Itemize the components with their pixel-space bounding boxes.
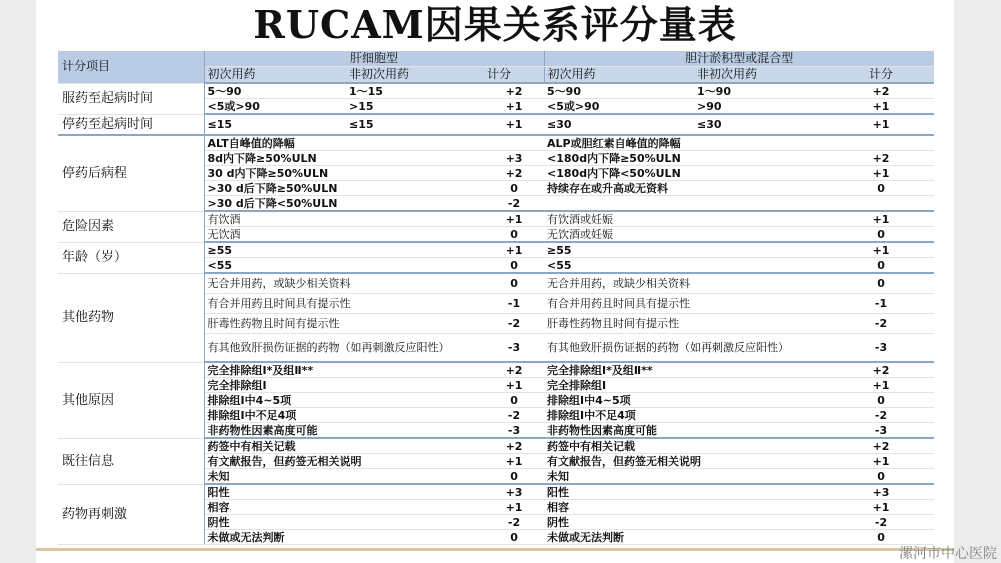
score-cell: 0 — [828, 273, 934, 294]
cell: 相容 — [204, 500, 484, 515]
table-row — [58, 242, 934, 258]
cell: 无饮酒 — [204, 227, 484, 243]
cell: >15 — [346, 99, 484, 115]
cell: 未知 — [544, 469, 828, 485]
cell — [544, 196, 934, 212]
score-cell: -2 — [828, 408, 934, 423]
rucam-table — [58, 51, 934, 545]
score-cell: +1 — [484, 211, 544, 227]
table-row — [58, 114, 934, 135]
cell: 无合并用药，或缺少相关资料 — [544, 273, 828, 294]
header-item: 计分项目 — [58, 51, 204, 83]
score-cell: +1 — [828, 500, 934, 515]
category-label: 停药至起病时间 — [58, 114, 204, 135]
score-cell: 0 — [484, 530, 544, 545]
score-cell: -3 — [484, 423, 544, 439]
score-cell: +1 — [484, 454, 544, 469]
score-cell: +1 — [828, 211, 934, 227]
score-cell: +2 — [484, 83, 544, 99]
score-cell: -3 — [828, 334, 934, 363]
cell: 有饮酒或妊娠 — [544, 211, 828, 227]
cell: 排除组I中4~5项 — [544, 393, 828, 408]
cell: 1～15 — [346, 83, 484, 99]
category-label: 其他原因 — [58, 362, 204, 438]
score-cell: +1 — [484, 500, 544, 515]
score-cell: 0 — [828, 393, 934, 408]
score-cell: +1 — [484, 99, 544, 115]
cell: 5～90 — [544, 83, 694, 99]
score-cell: -1 — [828, 294, 934, 314]
score-cell: 0 — [828, 258, 934, 274]
cell: 完全排除组I*及组Ⅱ** — [544, 362, 828, 378]
cell: >30 d后下降≥50%ULN — [204, 181, 484, 196]
cell: 阳性 — [544, 484, 828, 500]
cell: 有其他致肝损伤证据的药物（如再刺激反应阳性） — [204, 334, 484, 363]
category-label: 其他药物 — [58, 273, 204, 362]
category-label: 既往信息 — [58, 438, 204, 484]
score-cell: 0 — [828, 227, 934, 243]
cell: >90 — [694, 99, 828, 115]
score-cell: 0 — [484, 393, 544, 408]
cell: 排除组I中不足4项 — [204, 408, 484, 423]
score-cell: +2 — [484, 362, 544, 378]
table-row — [58, 362, 934, 378]
score-cell: +2 — [828, 438, 934, 454]
cell: <5或>90 — [204, 99, 346, 115]
cell: ≤30 — [694, 114, 828, 135]
slide-title: RUCAM因果关系评分量表 — [253, 2, 737, 47]
table-row — [58, 135, 934, 151]
score-cell: 0 — [828, 181, 934, 196]
score-cell: +1 — [828, 242, 934, 258]
category-label: 停药后病程 — [58, 135, 204, 211]
cell: <5或>90 — [544, 99, 694, 115]
score-cell: 0 — [828, 469, 934, 485]
cell: 无合并用药，或缺少相关资料 — [204, 273, 484, 294]
footer-divider — [36, 548, 954, 551]
category-label: 危险因素 — [58, 211, 204, 242]
score-cell: 0 — [484, 469, 544, 485]
cell: 阴性 — [204, 515, 484, 530]
cell: ALT自峰值的降幅 — [204, 135, 544, 151]
score-cell: -2 — [484, 515, 544, 530]
cell: 排除组I中不足4项 — [544, 408, 828, 423]
score-cell: +2 — [484, 438, 544, 454]
header-hepatocellular: 肝细胞型 — [204, 51, 544, 67]
cell: 非药物性因素高度可能 — [544, 423, 828, 439]
score-cell: +3 — [484, 484, 544, 500]
cell: ≥55 — [544, 242, 828, 258]
cell: 8d内下降≥50%ULN — [204, 151, 484, 166]
score-cell: +1 — [828, 114, 934, 135]
cell: 30 d内下降≥50%ULN — [204, 166, 484, 181]
cell: ≥55 — [204, 242, 484, 258]
cell: 有合并用药且时间具有提示性 — [204, 294, 484, 314]
cell: 相容 — [544, 500, 828, 515]
cell: 5～90 — [204, 83, 346, 99]
score-cell: +1 — [828, 166, 934, 181]
cell: 排除组I中4~5项 — [204, 393, 484, 408]
table-row — [58, 484, 934, 500]
header-row — [58, 51, 934, 67]
table-row — [58, 83, 934, 99]
cell: <180d内下降<50%ULN — [544, 166, 828, 181]
cell: 完全排除组I — [204, 378, 484, 393]
cell: 完全排除组I*及组Ⅱ** — [204, 362, 484, 378]
cell: 未做或无法判断 — [544, 530, 828, 545]
score-cell: 0 — [484, 227, 544, 243]
slide — [36, 0, 954, 563]
category-label: 药物再刺激 — [58, 484, 204, 545]
score-cell: +2 — [828, 151, 934, 166]
cell: 未做或无法判断 — [204, 530, 484, 545]
score-cell: +2 — [828, 83, 934, 99]
cell: 药签中有相关记载 — [204, 438, 484, 454]
watermark: 漯河市中心医院 — [899, 546, 997, 562]
cell: 肝毒性药物且时间有提示性 — [544, 314, 828, 334]
score-cell: +3 — [828, 484, 934, 500]
cell: 完全排除组I — [544, 378, 828, 393]
score-cell: +1 — [828, 378, 934, 393]
header-nonfirst-use: 非初次用药 — [346, 67, 484, 84]
cell: ≤15 — [204, 114, 346, 135]
cell: 有文献报告，但药签无相关说明 — [544, 454, 828, 469]
score-cell: -2 — [484, 196, 544, 212]
score-cell: +3 — [484, 151, 544, 166]
header-nonfirst-use: 非初次用药 — [694, 67, 828, 84]
score-cell: -2 — [484, 314, 544, 334]
score-cell: 0 — [484, 181, 544, 196]
cell: >30 d后下降<50%ULN — [204, 196, 484, 212]
category-label: 年龄（岁） — [58, 242, 204, 273]
score-cell: +2 — [484, 166, 544, 181]
cell: <55 — [544, 258, 828, 274]
table-row — [58, 273, 934, 294]
cell: 阴性 — [544, 515, 828, 530]
cell: 药签中有相关记载 — [544, 438, 828, 454]
header-cholestatic: 胆汁淤积型或混合型 — [544, 51, 934, 67]
header-first-use: 初次用药 — [204, 67, 346, 84]
cell: 无饮酒或妊娠 — [544, 227, 828, 243]
score-cell: 0 — [484, 258, 544, 274]
cell: 有合并用药且时间具有提示性 — [544, 294, 828, 314]
score-cell: -2 — [828, 314, 934, 334]
cell: <180d内下降≥50%ULN — [544, 151, 828, 166]
score-cell: -2 — [828, 515, 934, 530]
score-cell: 0 — [828, 530, 934, 545]
cell: 肝毒性药物且时间有提示性 — [204, 314, 484, 334]
cell: 有饮酒 — [204, 211, 484, 227]
score-cell: +1 — [484, 114, 544, 135]
table-row — [58, 438, 934, 454]
score-cell: +2 — [828, 362, 934, 378]
score-cell: 0 — [484, 273, 544, 294]
score-cell: -3 — [484, 334, 544, 363]
header-first-use: 初次用药 — [544, 67, 694, 84]
category-label: 服药至起病时间 — [58, 83, 204, 114]
score-cell: -1 — [484, 294, 544, 314]
cell: 阳性 — [204, 484, 484, 500]
cell: ≤30 — [544, 114, 694, 135]
header-score: 计分 — [484, 67, 544, 84]
score-cell: +1 — [484, 378, 544, 393]
score-cell: -2 — [484, 408, 544, 423]
cell: 有其他致肝损伤证据的药物（如再刺激反应阳性） — [544, 334, 828, 363]
score-cell: +1 — [484, 242, 544, 258]
score-cell: +1 — [828, 99, 934, 115]
cell: 非药物性因素高度可能 — [204, 423, 484, 439]
table-row — [58, 211, 934, 227]
cell: 1～90 — [694, 83, 828, 99]
cell: ALP或胆红素自峰值的降幅 — [544, 135, 934, 151]
cell: 未知 — [204, 469, 484, 485]
cell: ≤15 — [346, 114, 484, 135]
score-cell: -3 — [828, 423, 934, 439]
cell: 有文献报告，但药签无相关说明 — [204, 454, 484, 469]
cell: 持续存在或升高或无资料 — [544, 181, 828, 196]
header-score: 计分 — [828, 67, 934, 84]
cell: <55 — [204, 258, 484, 274]
score-cell: +1 — [828, 454, 934, 469]
